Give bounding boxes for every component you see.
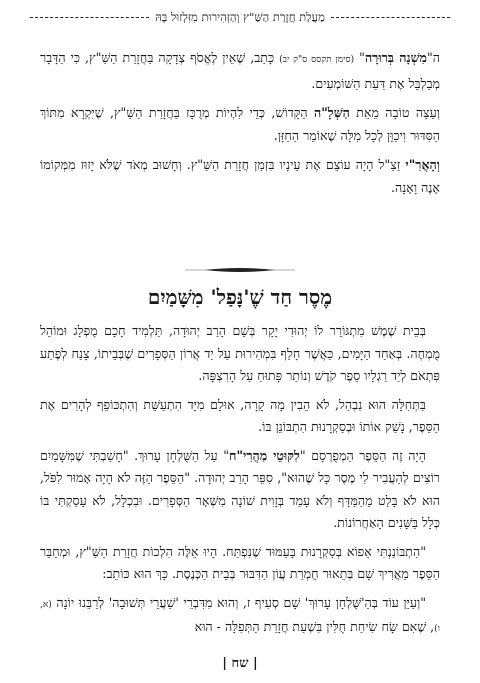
book-title: לִקּוּטֵי מַהֲרִי"ח — [229, 447, 300, 463]
bottom-text-block — [40, 320, 440, 647]
text-span: " עַל הַשֻּׁלְחָן עָרוּךְ. "חָשַׁבְתִּי שֶׁמִּשָּׁמַיִם רוֹצִים לְהַעֲבִיר לִי מֶסֶר כָּל שֶׁהוּא", סִפֵּר הָרַב יְהוּדָה. "הַסֵּפֶר הַזֶּה לֹא הָיָה אָמוּר לִפֹּל, הוּא לֹא בָּלַט מֵהַמַּדָּף וְלֹא עָמַד בְּזָוִית שׁוֹנָה מִשְּׁאָר הַסְּפָרִים. וּבִכְלָל, לֹא עָסַקְתִּי בּוֹ כְּלָל בַּשָּׁנִים הָאַחֲרוֹנוֹת. — [40, 447, 440, 530]
text-span: וְעֵצָה טוֹבָה מֵאֵת — [349, 105, 441, 120]
text-span: הָיָה זֶה הַסֵּפֶר הַמְפֻרְסָם " — [299, 447, 427, 463]
paragraph — [40, 153, 440, 199]
citation: (סימן תקסס ס"ק יב) — [279, 55, 355, 65]
paragraph — [40, 445, 440, 535]
paragraph — [40, 46, 440, 95]
text-span: " — [354, 50, 365, 65]
paragraph: בַּתְּחִלָּה הוּא נִבְהַל, לֹא הֵבִין מָה קָרָה, אוּלָם מִיָּד הִתְעַשֵּׁת וְהִתְכּוֹפֵף לְהָרִים אֶת הַסֵּפֶר, נָשַׁק אוֹתוֹ וּבְסַקְרָנוּת הִתְבּוֹנֵן בּוֹ. — [40, 396, 440, 434]
text-span: , שֶׁאִם שָׂח שִׂיחַת חֻלִּין בִּשְׁעַת חֲזָרַת הַתְּפִלָּה - הוּא — [194, 619, 435, 634]
section-title: מֶסֶר חַד שֶׁ'נָּפַל' מִשָּׁמַיִם — [147, 285, 333, 309]
header-dash-left — [30, 17, 149, 18]
text-span: "וְעַיֵּן עוֹד בְּהַ'שֻּׁלְחָן עָרוּךְ' שָׁם סְעִיף ז, וְהוּא מִדִּבְרֵי 'שַׁעֲרֵי תְּשׁוּבָה' לְרַבֵּנוּ יוֹנָה — [51, 594, 426, 610]
running-header — [30, 8, 450, 26]
text-span: זַצַ"ל הָיָה עוֹצֵם אֶת עֵינָיו בִּזְמַן חֲזָרַת הַשַּׁ"ץ. וְחָשׁוּב מְאֹד שֶׁלֹּא יָזוּז מִמְּקוֹמוֹ אָנֶה וָאָנָה. — [40, 157, 440, 195]
source-name: מִשְׁנָה בְּרוּרָה — [364, 50, 427, 65]
header-title: מַעֲלַת חֲזָרַת הַשַּׁ"ץ וְהַזְּהִירוּת מִזִּלְזוּל בָּהּ — [155, 10, 325, 24]
source-name: הַשְּׁלָ"ה — [314, 105, 350, 120]
source-name: וְהָאֲרִ"י — [405, 157, 440, 172]
paragraph — [40, 101, 440, 147]
text-span: הַקָּדוֹשׁ, כְּדֵי לִהְיוֹת מְרֻכָּז בַּחֲזָרַת הַשַּׁ"ץ, שֶׁיִּקְרָא מִתּוֹךְ הַסִּדּוּר וִיכַוֵּן לְכָל מִלָּה שֶׁאוֹמֵר הַחַזָּן. — [40, 105, 440, 143]
header-dash-right — [331, 17, 450, 18]
paragraph — [40, 592, 440, 641]
section-divider-ornament — [185, 266, 295, 274]
page-number: | שח | — [222, 656, 258, 671]
citation: (א, ו) — [40, 599, 440, 634]
paragraph: בְּבֵית שֶׁמֶשׁ מִתְגּוֹרֵר לוֹ יְהוּדִי יָקָר בְּשֵׁם הָרַב יְהוּדָה, תַּלְמִיד חָכָם מֻפְלָג וּמוֹהֵל מֻמְחֶה. בְּאַחַד הַיָּמִים, כַּאֲשֶׁר חָלַף בִּמְהִירוּת עַל יַד אֲרוֹן הַסְּפָרִים שֶׁבְּבֵיתוֹ, צָנַח לְפֶתַע פִּתְאֹם לְיַד רַגְלָיו סֵפֶר קֹדֶשׁ וְנוֹתַר פָּתוּחַ עַל הָרִצְפָּה. — [40, 323, 440, 383]
paragraph: "הִתְבּוֹנַנְתִּי אֵפוֹא בְּסַקְרָנוּת בָּעַמּוּד שֶׁנִּפְתַּח. הָיוּ אֵלֶּה הִלְכוֹת חֲזָרַת הַשַּׁ"ץ, וּמְחַבֵּר הַסֵּפֶר מַאֲרִיךְ שָׁם בְּתֵאוּר חֻמְרַת עֲוֹן הַדִּבּוּר בְּבֵית הַכְּנֶסֶת. כָּךְ הוּא כּוֹתֵב: — [40, 543, 440, 581]
text-span: כָּתַב, שֶׁאֵין לֶאֱסֹף צְדָקָה בַּחֲזָרַת הַשַּׁ"ץ, כִּי הַדָּבָר מְבַלְבֵּל אֶת דַּעַת הַשּׁוֹמְעִים. — [40, 50, 440, 91]
top-text-block — [40, 46, 440, 205]
text-span: ה" — [426, 50, 440, 65]
